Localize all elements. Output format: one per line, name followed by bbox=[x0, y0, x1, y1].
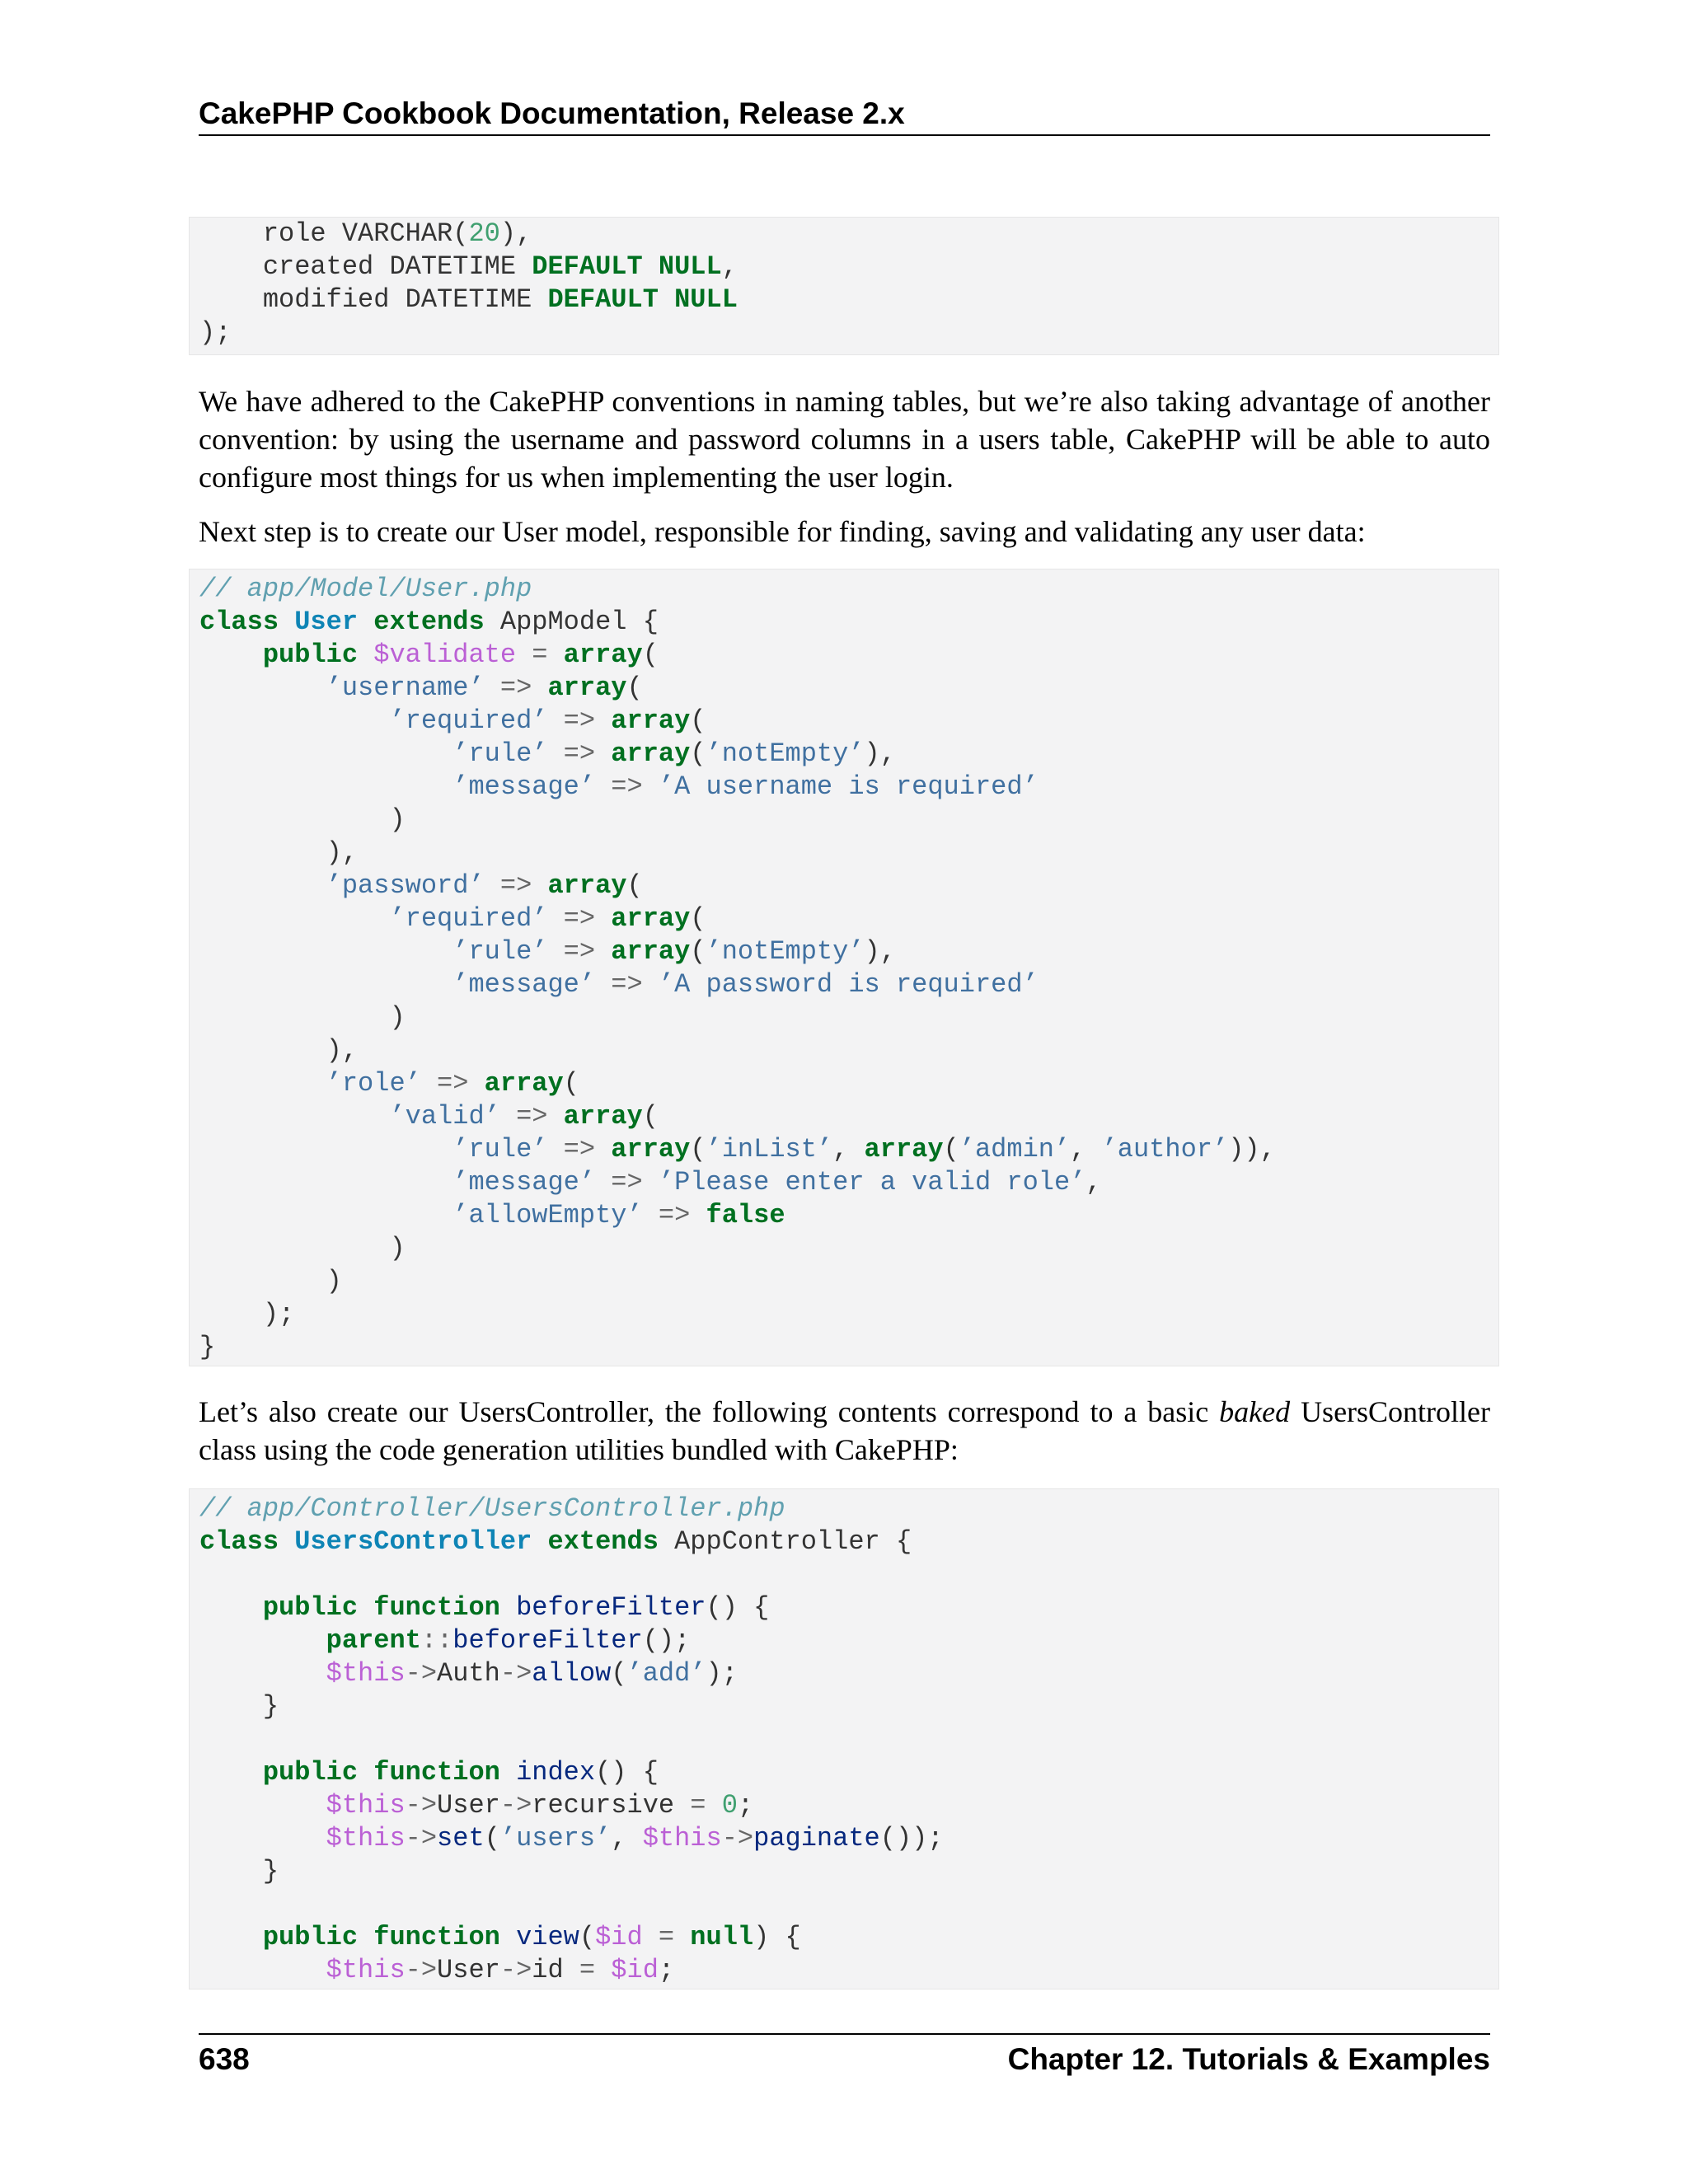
code-line: $this->User->id = $id; bbox=[326, 1955, 675, 1985]
code-line: ’required’ => array( bbox=[389, 903, 706, 934]
code-line: ’username’ => array( bbox=[326, 673, 643, 703]
chapter-title: Chapter 12. Tutorials & Examples bbox=[1007, 2042, 1490, 2076]
code-line: ’required’ => array( bbox=[389, 705, 706, 736]
code-line: ’password’ => array( bbox=[326, 870, 643, 901]
code-line: ’message’ => ’A username is required’ bbox=[452, 771, 1039, 802]
code-line: ), bbox=[199, 837, 359, 868]
code-line: public function view($id = null) { bbox=[262, 1922, 801, 1952]
code-line: ’role’ => array( bbox=[326, 1068, 579, 1099]
paragraph-line: class using the code generation utilities bundled with CakePHP: bbox=[199, 1433, 959, 1466]
running-header: CakePHP Cookbook Documentation, Release 2.x bbox=[199, 96, 905, 130]
code-line: class UsersController extends AppController { bbox=[199, 1526, 912, 1557]
code-line: ); bbox=[199, 1299, 295, 1329]
code-line: public $validate = array( bbox=[262, 640, 659, 670]
paragraph-user-model-intro bbox=[199, 513, 1490, 551]
emphasis-baked: baked bbox=[1219, 1395, 1291, 1428]
page-number: 638 bbox=[199, 2042, 250, 2076]
code-line bbox=[199, 1888, 1498, 1921]
code-block-users-controller bbox=[189, 1488, 1499, 1990]
code-line: } bbox=[199, 1856, 279, 1886]
code-line: $this->User->recursive = 0; bbox=[326, 1790, 754, 1821]
code-line: role VARCHAR(20), bbox=[199, 218, 532, 249]
code-line: public function beforeFilter() { bbox=[262, 1592, 770, 1623]
code-line: $this->Auth->allow(’add’); bbox=[326, 1658, 738, 1689]
footer-rule bbox=[199, 2033, 1490, 2035]
code-line: ), bbox=[199, 1035, 359, 1066]
code-line: created DATETIME DEFAULT NULL, bbox=[199, 251, 738, 282]
code-line: ) bbox=[199, 1233, 406, 1263]
code-block-sql bbox=[189, 217, 1499, 355]
code-line: } bbox=[199, 1691, 279, 1722]
code-line bbox=[199, 1723, 1498, 1756]
code-line: // app/Controller/UsersController.php bbox=[199, 1493, 785, 1524]
code-line: } bbox=[199, 1332, 216, 1362]
paragraph-line: configure most things for us when implementing the user login. bbox=[199, 461, 954, 494]
code-line: ) bbox=[199, 804, 406, 835]
code-line: ’valid’ => array( bbox=[389, 1101, 659, 1132]
code-line: ’rule’ => array(’notEmpty’), bbox=[452, 738, 896, 769]
paragraph-line: Next step is to create our User model, responsible for finding, saving and validating any user data: bbox=[199, 515, 1366, 548]
paragraph-conventions bbox=[199, 382, 1490, 496]
code-line: // app/Model/User.php bbox=[199, 574, 532, 604]
code-line bbox=[199, 1558, 1498, 1591]
code-line: public function index() { bbox=[262, 1757, 659, 1788]
code-line: ’allowEmpty’ => false bbox=[452, 1200, 785, 1230]
code-line: ); bbox=[199, 317, 232, 348]
code-line: ’rule’ => array(’notEmpty’), bbox=[452, 936, 896, 967]
code-line: parent::beforeFilter(); bbox=[326, 1625, 691, 1656]
paragraph-line bbox=[199, 1393, 1490, 1431]
text-run: UsersController bbox=[1301, 1395, 1491, 1428]
text-run: Let’s also create our UsersController, the following contents correspond to a basic bbox=[199, 1395, 1209, 1428]
code-line: ) bbox=[199, 1266, 342, 1296]
paragraph-line: We have adhered to the CakePHP conventions in naming tables, but we’re also taking advantage of another bbox=[199, 385, 1490, 418]
paragraph-controller-intro bbox=[199, 1393, 1490, 1469]
code-line: $this->set(’users’, $this->paginate()); bbox=[326, 1823, 944, 1854]
paragraph-line: convention: by using the username and password columns in a users table, CakePHP will be able to auto bbox=[199, 423, 1490, 456]
code-line: ’message’ => ’A password is required’ bbox=[452, 969, 1039, 1000]
code-line: modified DATETIME DEFAULT NULL bbox=[199, 284, 738, 315]
code-line: ’rule’ => array(’inList’, array(’admin’, ’author’)), bbox=[452, 1134, 1276, 1165]
header-rule bbox=[199, 134, 1490, 136]
code-block-user-model bbox=[189, 569, 1499, 1366]
code-line: ’message’ => ’Please enter a valid role’, bbox=[452, 1167, 1102, 1197]
code-line: class User extends AppModel { bbox=[199, 607, 659, 637]
code-line: ) bbox=[199, 1002, 406, 1033]
